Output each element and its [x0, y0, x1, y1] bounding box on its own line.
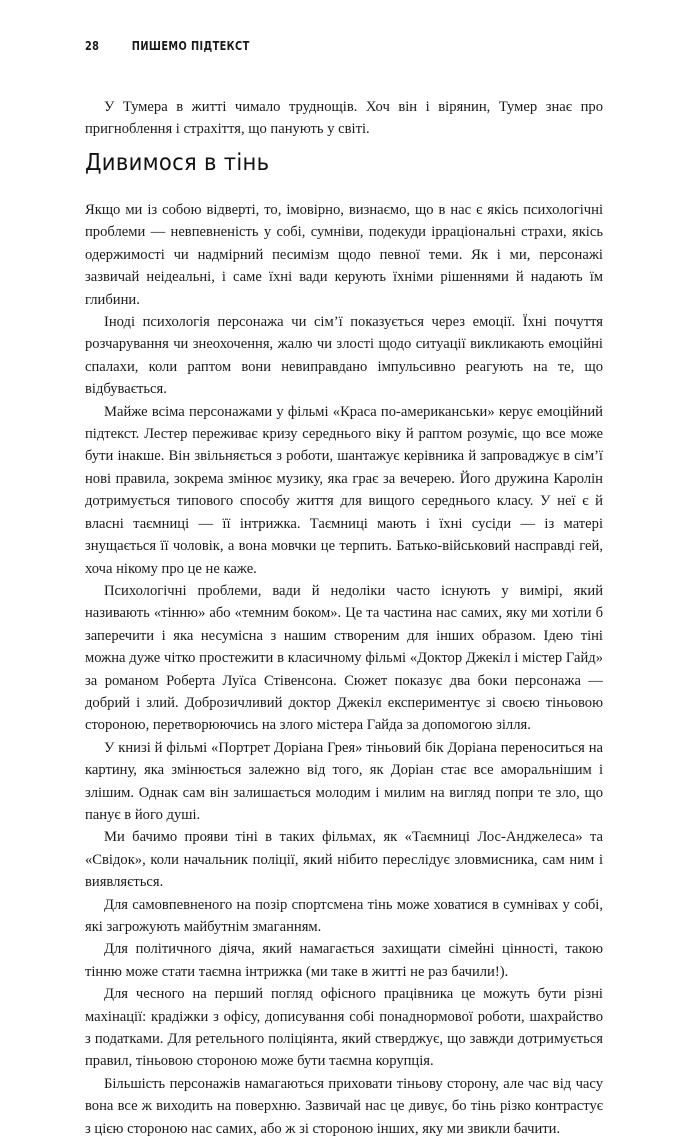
- paragraph: Майже всіма персонажами у фільмі «Краса по-американськи» керує емоційний підтекст. Лестер переживає кризу середнього віку й раптом розуміє, що все може бути інакше. Він звільняється з роботи, шантажує керівника й запроваджує в сім’ї нові правила, зокрема змінює музику, яка грає за вечерею. Його дружина Каролін дотримується типового способу життя для вищого середнього класу. У неї є й власні таємниці — її інтрижка. Таємниці мають і їхні сусіди — із матері знущається її чоловік, а вона мовчки це терпить. Батько-військовий насправді гей, хоча нікому про це не каже.: [85, 403, 603, 577]
- section-heading: Дивимося в тінь: [85, 150, 270, 176]
- intro-text: [85, 96, 603, 141]
- page-number: 28: [85, 38, 100, 53]
- section-body: [85, 199, 603, 1140]
- paragraph: Більшість персонажів намагаються приховати тіньову сторону, але час від часу вона все ж виходить на поверхню. Зазвичай нас це дивує, бо тінь різко контрастує з цією стороною нас самих, або ж зі стороною інших, яку ми звикли бачити.: [85, 1075, 603, 1137]
- paragraph: Психологічні проблеми, вади й недоліки часто існують у вимірі, який називають «тінню» або «темним боком». Це та частина нас самих, яку ми хотіли б заперечити і яка несумісна з нашим створеним для інших образом. Ідею тіні можна дуже чітко простежити в класичному фільмі «Доктор Джекіл і містер Гайд» за романом Роберта Луїса Стівенсона. Сюжет показує два боки персонажа — добрий і злий. Доброзичливий доктор Джекіл експериментує зі своєю тіньовою стороною, перетворюючись на злого містера Гайда за допомогою зілля.: [85, 582, 603, 734]
- running-title: ПИШЕМО ПІДТЕКСТ: [131, 38, 250, 53]
- running-header: [85, 38, 250, 53]
- paragraph: Для чесного на перший погляд офісного працівника це можуть бути різні махінації: крадіжки з офісу, дописування собі понаднормової роботи, шахрайство з податками. Для ретельного поліціянта, який стверджує, що завжди дотримується правил, тіньовою стороною може бути таємна корупція.: [85, 986, 603, 1070]
- paragraph: Якщо ми із собою відверті, то, імовірно, визнаємо, що в нас є якісь психологічні проблеми — невпевненість у собі, сумніви, подекуди ірраціональні страхи, якісь одержимості чи надмірний песимізм щодо певної теми. Як і ми, персонажі зазвичай неідеальні, і саме їхні вади керують їхніми рішеннями й надають їм глибини.: [85, 202, 603, 308]
- paragraph: У Тумера в житті чимало труднощів. Хоч він і вірянин, Тумер знає про пригноблення і страхіття, що панують у світі.: [85, 99, 603, 138]
- paragraph: У книзі й фільмі «Портрет Доріана Грея» тіньовий бік Доріана переноситься на картину, яка змінюється залежно від того, як Доріан стає все аморальнішим і злішим. Однак сам він залишається молодим і милим на вигляд попри те зло, що панує в його душі.: [85, 739, 603, 823]
- paragraph: Для самовпевненого на позір спортсмена тінь може ховатися в сумнівах у собі, які загрожують майбутнім змаганням.: [85, 896, 603, 935]
- paragraph: Для політичного діяча, який намагається захищати сімейні цінності, такою тінню може стати таємна інтрижка (ми таке в житті не раз бачили!).: [85, 941, 603, 980]
- paragraph: Іноді психологія персонажа чи сім’ї показується через емоції. Їхні почуття розчарування чи знеохочення, жалю чи злості щодо ситуації викликають емоційні спалахи, коли раптом вони невиправдано імпульсивно реагують на те, що відбувається.: [85, 314, 603, 398]
- paragraph: Ми бачимо прояви тіні в таких фільмах, як «Таємниці Лос-Анджелеса» та «Свідок», коли начальник поліції, який нібито переслідує зловмисника, сам ним і виявляється.: [85, 829, 603, 891]
